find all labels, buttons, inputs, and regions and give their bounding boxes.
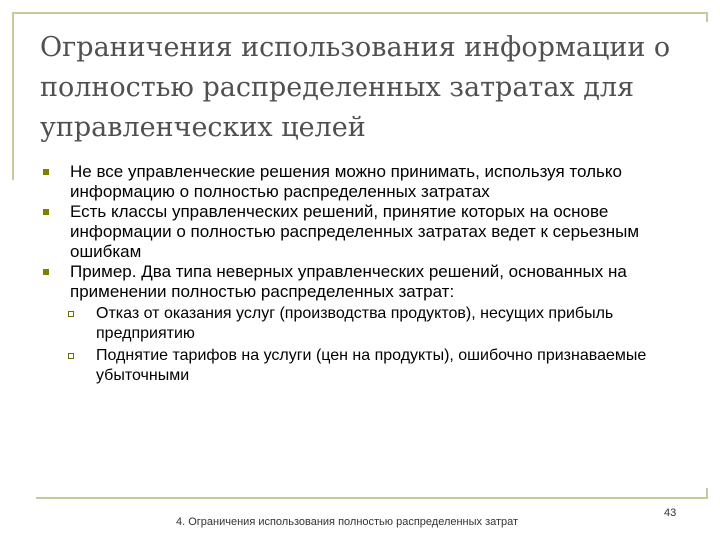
- bullet-text: Есть классы управленческих решений, принятие которых на основе информации о полностью распределенных затратах ведет к серьезным ошибкам: [70, 202, 640, 261]
- square-bullet-icon: [43, 269, 49, 275]
- sub-bullet-text: Отказ от оказания услуг (производства продуктов), несущих прибыль предприятию: [96, 305, 614, 342]
- bullet-text: Пример. Два типа неверных управленческих решений, основанных на применении полностью распределенных затрат:: [70, 262, 627, 301]
- slide-frame-right: [706, 12, 708, 22]
- footer-divider: [36, 497, 708, 499]
- slide-frame-left: [12, 12, 14, 180]
- hollow-square-bullet-icon: [68, 353, 74, 359]
- footer-divider-tick: [706, 488, 708, 497]
- page-number: 43: [664, 507, 677, 519]
- slide-frame-top: [12, 12, 708, 14]
- sub-bullet-item: [67, 346, 700, 386]
- sub-bullet-text: Поднятие тарифов на услуги (цен на продукты), ошибочно признаваемые убыточными: [96, 347, 647, 384]
- square-bullet-icon: [43, 169, 49, 175]
- bullet-item: [40, 262, 700, 302]
- bullet-item: [40, 202, 700, 262]
- sub-bullet-item: [67, 304, 700, 344]
- square-bullet-icon: [43, 209, 49, 215]
- bullet-list: [40, 162, 700, 386]
- bullet-text: Не все управленческие решения можно принимать, используя только информацию о полностью распределенных затратах: [70, 162, 622, 201]
- hollow-square-bullet-icon: [68, 311, 74, 317]
- bullet-item: [40, 162, 700, 202]
- footer-text: 4. Ограничения использования полностью распределенных затрат: [176, 516, 519, 528]
- slide-title: Ограничения использования информации о полностью распределенных затратах для управленческих целей: [40, 32, 671, 143]
